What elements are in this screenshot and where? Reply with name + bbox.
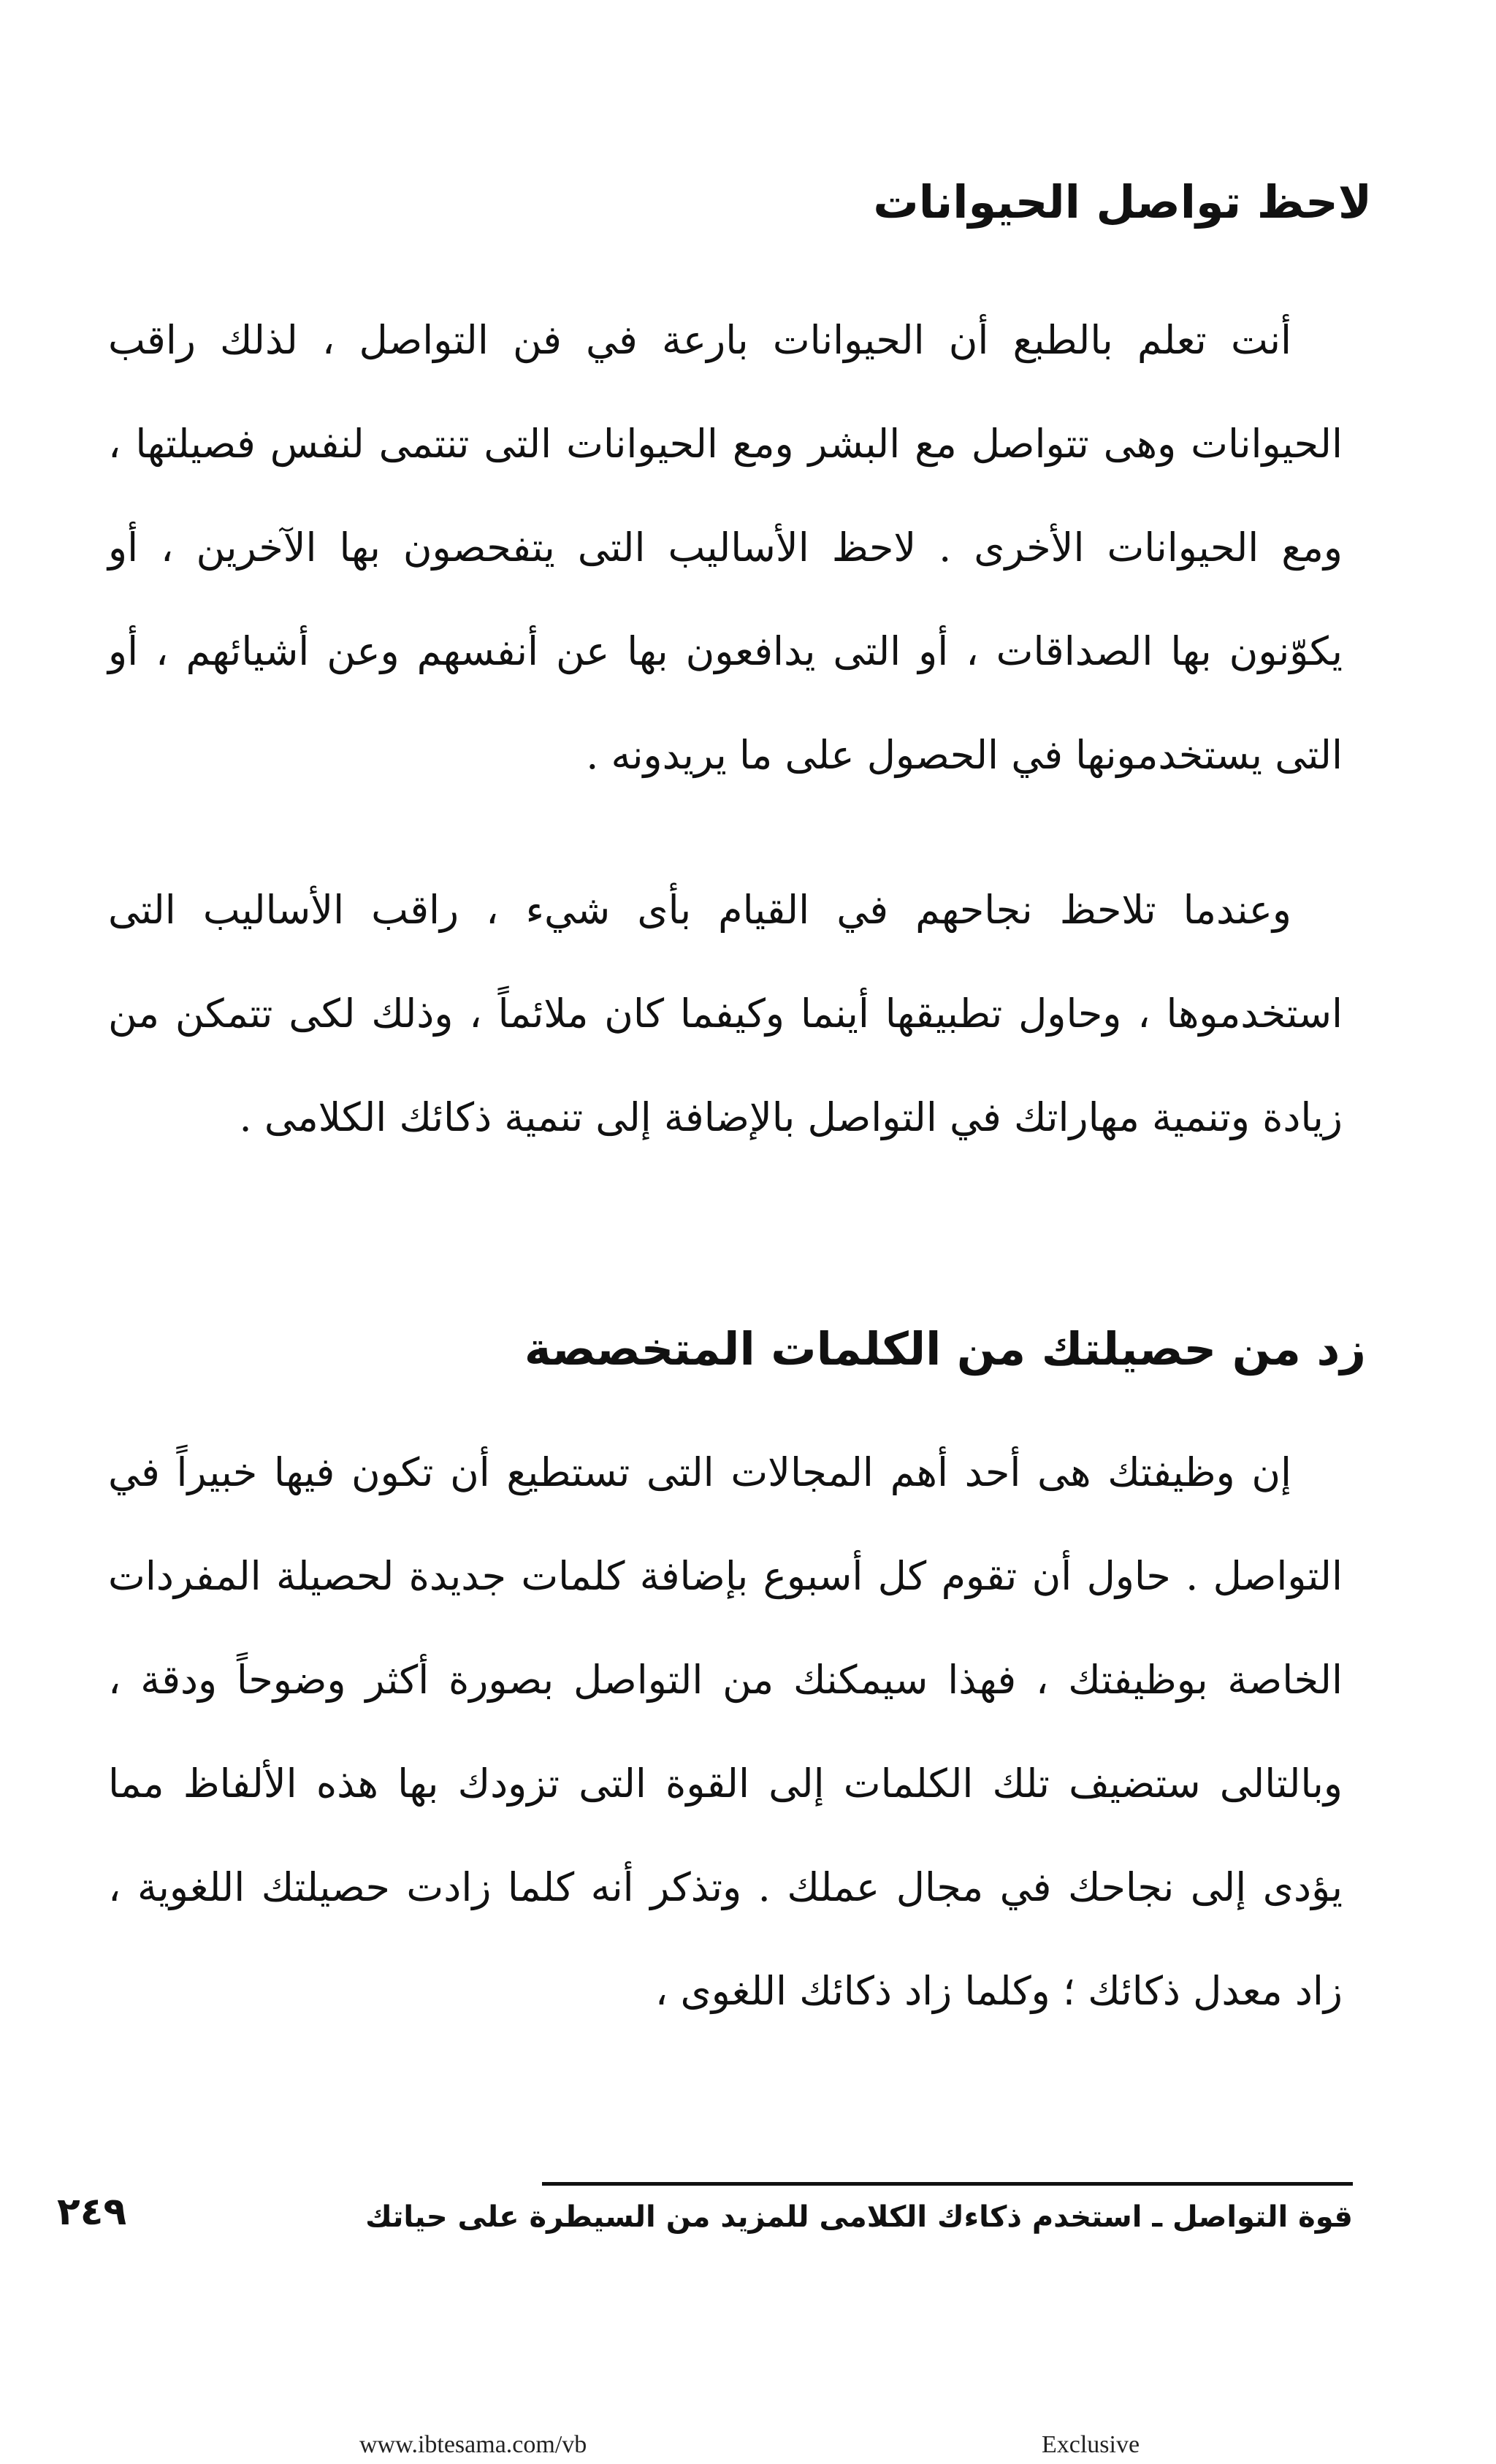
paragraph-animal-communication-2	[108, 858, 1343, 1170]
paragraph-text: إن وظيفتك هى أحد أهم المجالات التى تستطيع أن تكون فيها خبيراً في التواصل . حاول أن تقوم كل أسبوع بإضافة كلمات جديدة لحصيلة المفردات الخاصة بوظيفتك ، فهذا سيمكنك من التواصل بصورة أكثر وضوحاً ودقة ، وبالتالى ستضيف تلك الكلمات إلى القوة التى تزودك بها هذه الألفاظ مما يؤدى إلى نجاحك في مجال عملك . وتذكر أنه كلما زادت حصيلتك اللغوية ، زاد معدل ذكائك ؛ وكلما زاد ذكائك اللغوى ،	[108, 1449, 1343, 2014]
running-title: قوة التواصل ـ استخدم ذكاءك الكلامى للمزيد من السيطرة على حياتك	[365, 2200, 1353, 2234]
watermark-site: www.ibtesama.com/vb	[359, 2431, 587, 2458]
footer-divider	[542, 2182, 1353, 2186]
section-heading-specialized-vocabulary: زد من حصيلتك من الكلمات المتخصصة	[524, 1322, 1366, 1376]
section-heading-animal-communication: لاحظ تواصل الحيوانات	[873, 175, 1372, 229]
paragraph-animal-communication-1	[108, 289, 1343, 807]
paragraph-text: أنت تعلم بالطبع أن الحيوانات بارعة في فن التواصل ، لذلك راقب الحيوانات وهى تتواصل مع البشر ومع الحيوانات التى تنتمى لنفس فصيلتها ، ومع الحيوانات الأخرى . لاحظ الأساليب التى يتفحصون بها الآخرين ، أو يكوّنون بها الصداقات ، أو التى يدافعون بها عن أنفسهم وعن أشيائهم ، أو التى يستخدمونها في الحصول على ما يريدونه .	[108, 317, 1343, 778]
watermark-label: Exclusive	[1042, 2431, 1140, 2458]
paragraph-specialized-vocabulary-1	[108, 1421, 1343, 2043]
paragraph-text: وعندما تلاحظ نجاحهم في القيام بأى شيء ، راقب الأساليب التى استخدموها ، وحاول تطبيقها أينما وكيفما كان ملائماً ، وذلك لكى تتمكن من زيادة وتنمية مهاراتك في التواصل بالإضافة إلى تنمية ذكائك الكلامى .	[108, 887, 1343, 1140]
page-number: ٢٤٩	[57, 2190, 127, 2234]
